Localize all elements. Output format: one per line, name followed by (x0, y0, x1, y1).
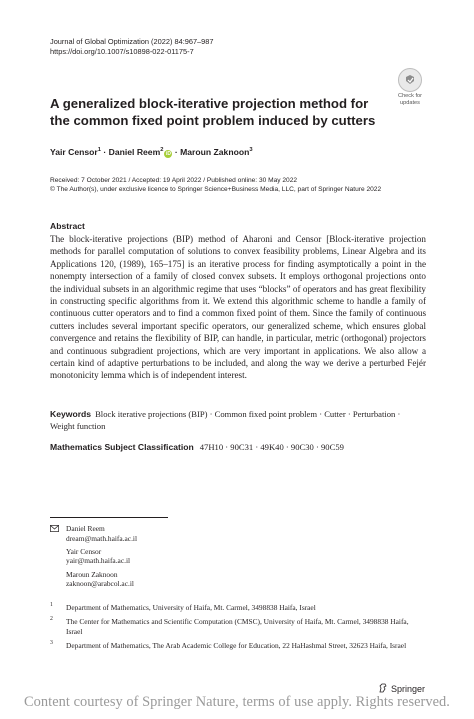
content-courtesy-notice: Content courtesy of Springer Nature, terms of use apply. Rights reserved. (24, 694, 450, 710)
doi-link[interactable]: https://doi.org/10.1007/s10898-022-01175-7 (50, 46, 194, 56)
contact-email[interactable]: zaknoon@arabcol.ac.il (66, 579, 134, 589)
affiliation-item (50, 617, 426, 636)
affiliation-text: The Center for Mathematics and Scientific Computation (CMSC), University of Haifa, Mt. Carmel, 3498838 Haifa, Israel (66, 617, 409, 636)
contact-name: Maroun Zaknoon (66, 569, 118, 579)
springer-wordmark: Springer (390, 684, 425, 694)
author-name[interactable]: Daniel Reem (108, 147, 161, 157)
affiliation-text: Department of Mathematics, University of Haifa, Mt. Carmel, 3498838 Haifa, Israel (66, 603, 316, 612)
msc-classification (50, 442, 426, 452)
history-dates: Received: 7 October 2021 / Accepted: 19 April 2022 / Published online: 30 May 2022 (50, 177, 298, 184)
affiliation-marker: 3 (249, 147, 253, 154)
abstract-text: The block-iterative projections (BIP) method of Aharoni and Censor [Block-iterative projection methods for parallel computation of solutions to convex feasibility problems, Linear Algebra and its Applications 120, (1989), 165–175] is an iterative process for finding asymptotically a point in the nonempty intersection of a family of closed convex subsets. It employs orthogonal projections onto the individual subsets in an algorithmic regime that uses “blocks” of operators and has great flexibility in constructing specific algorithms from it. We extend this algorithmic scheme to handle a family of continuous cutter operators and to find a common fixed point of them. Since the family of continuous cutters includes several important specific operators, our generalized scheme, which ensures global convergence and retains the flexibility of BIP, can handle, in particular, metric (orthogonal) projectors and continuous subgradient projections, which are very important in applications. We also allow a certain kind of adaptive perturbations to be included, and along the way we derive a perturbed Fejér monotonicity lemma which is of independent interest. (50, 234, 426, 381)
check-for-updates-icon (398, 68, 422, 92)
affiliation-text: Department of Mathematics, The Arab Academic College for Education, 22 HaHashmal Street, 32623 Haifa, Israel (66, 640, 407, 650)
footnote-divider (50, 517, 168, 518)
keywords (50, 408, 426, 432)
msc-codes: 47H10 · 90C31 · 49K40 · 90C30 · 90C59 (199, 442, 344, 452)
affiliation-number: 3 (50, 639, 53, 646)
affiliation-list (50, 603, 426, 655)
check-for-updates-badge[interactable] (393, 68, 427, 106)
updates-label: updates (400, 100, 420, 106)
check-for-label: Check for (398, 93, 422, 99)
contact-item (50, 570, 137, 589)
contact-item (50, 547, 137, 566)
copyright-line: © The Author(s), under exclusive licence to Springer Science+Business Media, LLC, part of Springer Nature 2022 (50, 186, 382, 194)
contact-list (50, 524, 137, 592)
contact-email[interactable]: dream@math.haifa.ac.il (66, 533, 138, 543)
author-separator: · (172, 147, 181, 157)
orcid-icon[interactable]: iD (165, 151, 171, 157)
keywords-heading: Keywords (50, 409, 92, 419)
author-name[interactable]: Yair Censor (50, 147, 98, 157)
journal-citation: Journal of Global Optimization (2022) 84:967–987 (50, 37, 214, 46)
affiliation-item (50, 641, 426, 651)
publication-dates (50, 176, 381, 194)
envelope-icon (50, 525, 59, 535)
affiliation-number: 1 (50, 602, 53, 608)
contact-email[interactable]: yair@math.haifa.ac.il (66, 556, 131, 566)
author-separator: · (101, 147, 109, 157)
affiliation-marker: 2 (160, 147, 164, 154)
author-name[interactable]: Maroun Zaknoon (180, 147, 250, 157)
affiliation-item (50, 603, 426, 613)
author-list (50, 147, 253, 158)
msc-heading: Mathematics Subject Classification (50, 442, 194, 452)
journal-header (50, 37, 214, 56)
contact-name: Yair Censor (66, 546, 102, 556)
abstract-heading: Abstract (50, 221, 85, 231)
affiliation-number: 2 (50, 616, 53, 623)
contact-name: Daniel Reem (66, 524, 105, 533)
paper-title: A generalized block-iterative projection method for the common fixed point problem induced by cutters (50, 96, 376, 128)
affiliation-marker: 1 (97, 147, 101, 154)
contact-item (50, 524, 137, 543)
keywords-text: Block iterative projections (BIP) · Common fixed point problem · Cutter · Perturbation · Weight function (50, 409, 401, 431)
